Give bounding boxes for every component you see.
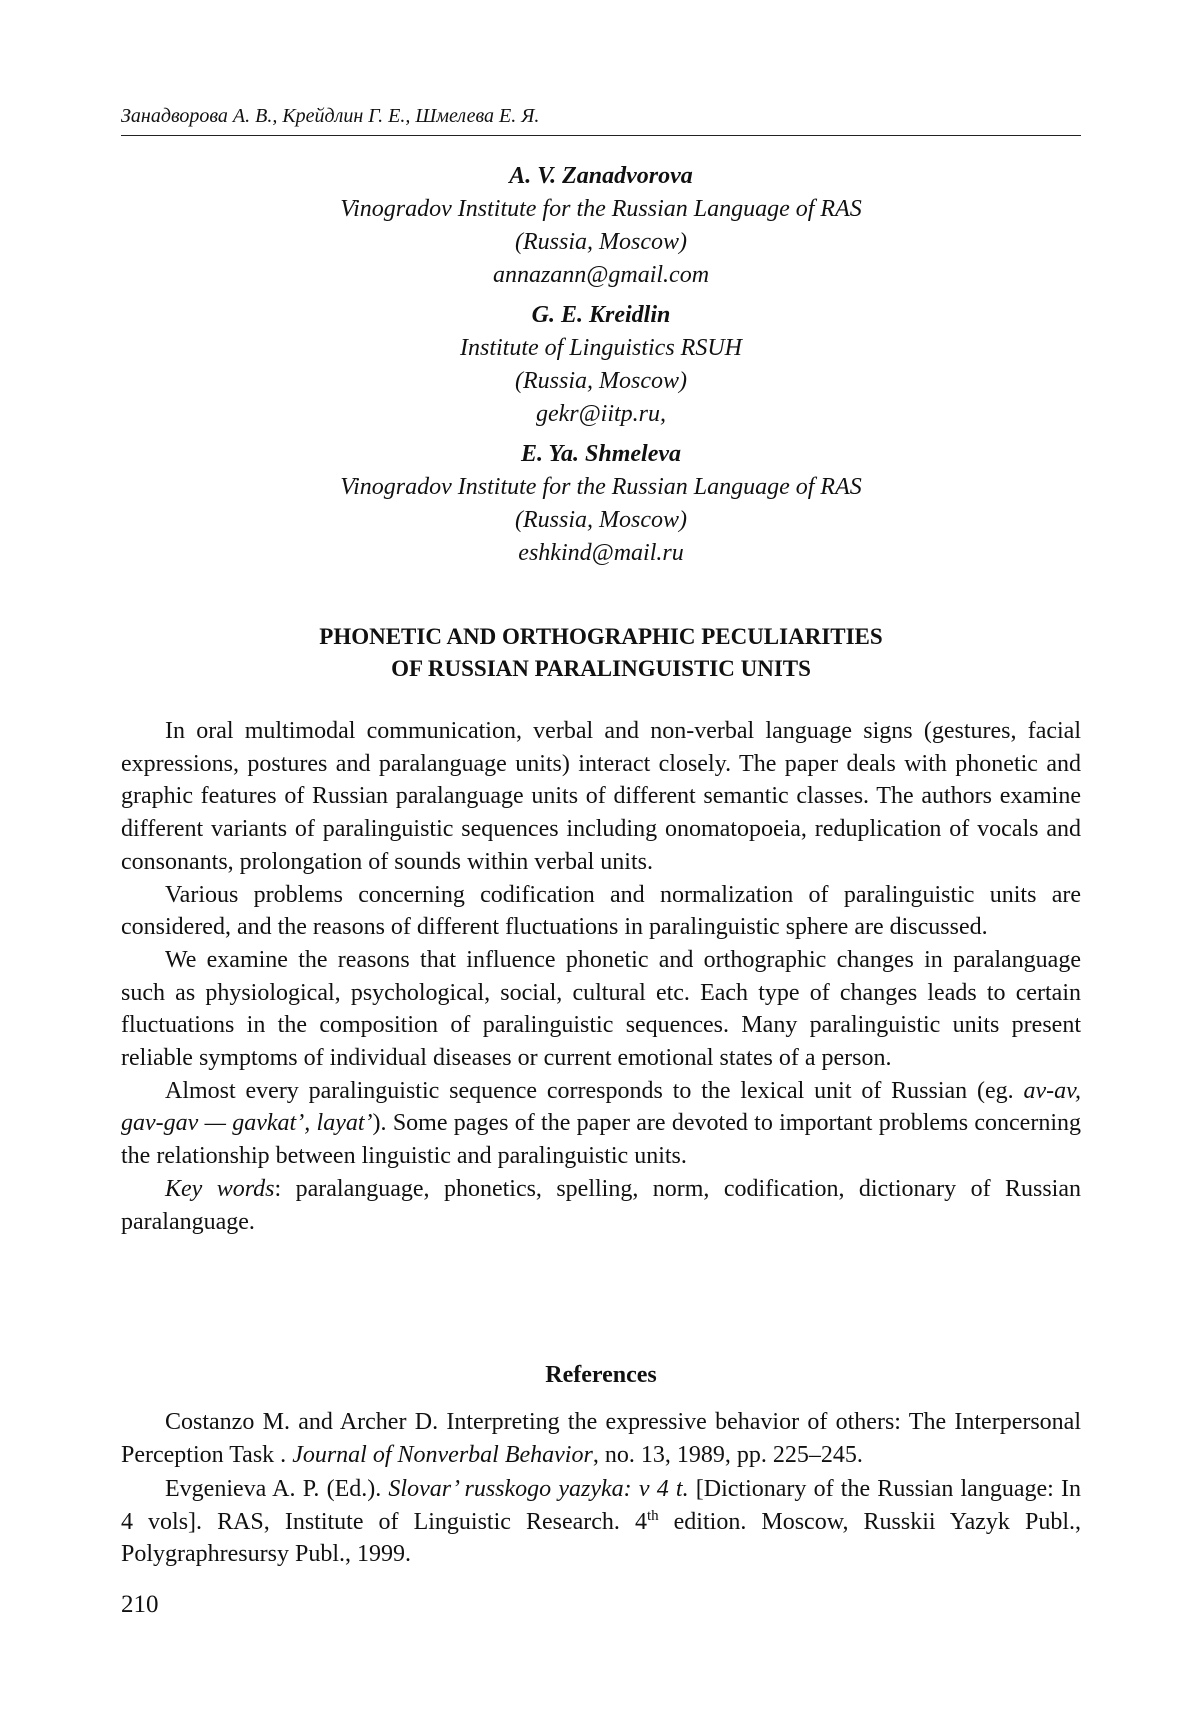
author-affiliation: Vinogradov Institute for the Russian Language of RAS bbox=[340, 474, 862, 500]
running-header: Занадворова А. В., Крейдлин Г. Е., Шмелева Е. Я. bbox=[121, 103, 1081, 136]
example-words: av-av, gav-gav — gavkat’, layat’ bbox=[121, 1077, 1081, 1137]
author-email: gekr@iitp.ru, bbox=[535, 401, 667, 427]
keywords-paragraph bbox=[121, 1173, 1081, 1238]
text-span: , no. 13, 1989, pp. 225–245. bbox=[592, 1441, 863, 1468]
text-span: edition. Moscow, Russkii Yazyk Publ., Polygraphresursy Publ., 1999. bbox=[121, 1508, 1081, 1567]
author-location: (Russia, Moscow) bbox=[515, 507, 687, 533]
abstract bbox=[121, 715, 1081, 1238]
text-span: Evgenieva A. P. (Ed.). bbox=[165, 1476, 389, 1502]
abstract-paragraph: Various problems concerning codification and normalization of paralinguistic units are considered, and the reasons of different fluctuations in paralinguistic sphere are discussed. bbox=[121, 881, 1081, 941]
paper-title bbox=[121, 621, 1081, 685]
author-2 bbox=[121, 299, 1081, 431]
text-span: Costanzo M. and Archer D. Interpreting the expressive behavior of others: The Interpersonal Perception Task . bbox=[121, 1409, 1081, 1468]
abstract-paragraph: In oral multimodal communication, verbal and non-verbal language signs (gestures, facial expressions, postures and paralanguage units) interact closely. The paper deals with phonetic and graphic features of Russian paralanguage units of different semantic classes. The authors examine different variants of paralinguistic sequences including onomatopoeia, reduplication of vocals and consonants, prolongation of sounds within verbal units. bbox=[121, 718, 1081, 875]
authors-block bbox=[121, 160, 1081, 577]
author-location: (Russia, Moscow) bbox=[515, 368, 687, 394]
paper-title-line-2: OF RUSSIAN PARALINGUISTIC UNITS bbox=[391, 656, 811, 681]
author-location: (Russia, Moscow) bbox=[515, 229, 687, 255]
reference-item bbox=[121, 1406, 1081, 1471]
keywords-text: : paralanguage, phonetics, spelling, norm, codification, dictionary of Russian paralanguage. bbox=[121, 1175, 1081, 1235]
book-title: Slovar’ russkogo yazyka: v 4 t. bbox=[388, 1476, 689, 1502]
page-number: 210 bbox=[121, 1591, 159, 1618]
references-heading: References bbox=[545, 1362, 657, 1388]
author-name: G. E. Kreidlin bbox=[531, 302, 671, 328]
text-span: [Dictionary of the Russian language: In 4 vols]. RAS, Institute of Linguistic Research. 4 bbox=[121, 1476, 1081, 1535]
text-span: ). Some pages of the paper are devoted to important problems concerning the relationship between linguistic and paralinguistic units. bbox=[121, 1110, 1081, 1170]
abstract-paragraph bbox=[121, 1075, 1081, 1173]
author-email: annazann@gmail.com bbox=[492, 262, 710, 288]
author-name: A. V. Zanadvorova bbox=[509, 163, 693, 189]
author-affiliation: Vinogradov Institute for the Russian Language of RAS bbox=[340, 196, 862, 222]
text-span: Almost every paralinguistic sequence corresponds to the lexical unit of Russian (eg. bbox=[165, 1077, 1024, 1104]
author-email: eshkind@mail.ru bbox=[518, 540, 684, 566]
journal-title: Journal of Nonverbal Behavior bbox=[292, 1441, 593, 1468]
abstract-paragraph: We examine the reasons that influence phonetic and orthographic changes in paralanguage such as physiological, psychological, social, cultural etc. Each type of changes leads to certain fluctuations in the composition of paralinguistic sequences. Many paralinguistic units present reliable symptoms of individual diseases or current emotional states of a person. bbox=[121, 946, 1081, 1072]
author-name: E. Ya. Shmeleva bbox=[520, 441, 682, 467]
author-3 bbox=[121, 438, 1081, 570]
superscript: th bbox=[646, 1507, 659, 1524]
author-1 bbox=[121, 160, 1081, 292]
reference-item bbox=[121, 1473, 1081, 1571]
references-list bbox=[121, 1406, 1081, 1573]
keywords-label: Key words bbox=[165, 1175, 275, 1202]
author-affiliation: Institute of Linguistics RSUH bbox=[460, 335, 742, 361]
paper-title-line-1: PHONETIC AND ORTHOGRAPHIC PECULIARITIES bbox=[319, 624, 883, 649]
